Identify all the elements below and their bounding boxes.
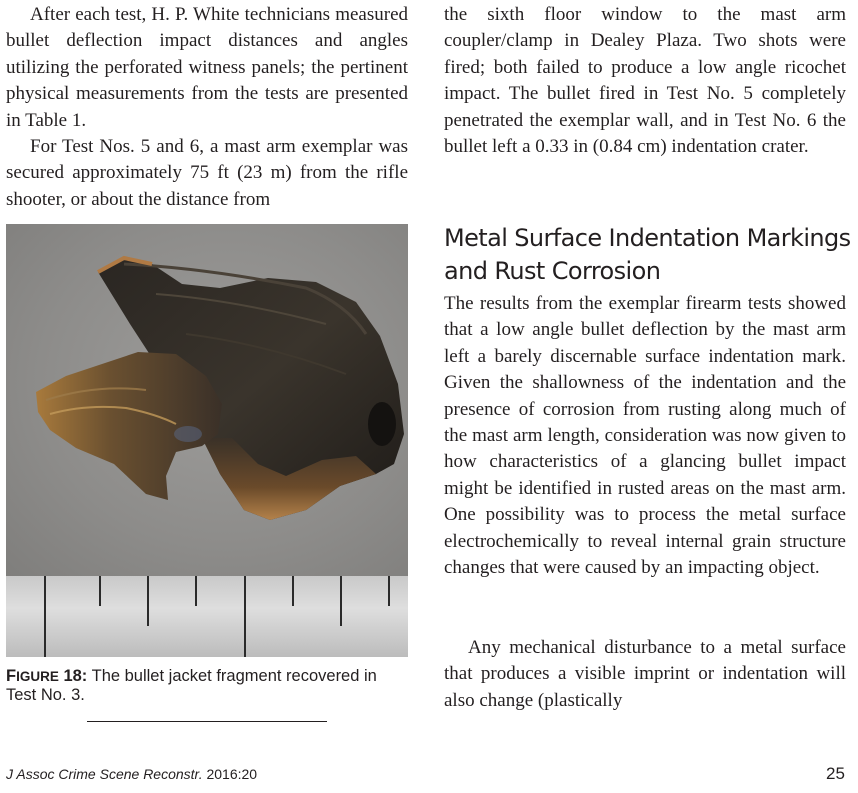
body-paragraph: After each test, H. P. White technicians measured bullet deflection impact distances and angles utilizing the perforated witness panels; the pertinent physical measurements from the tests are presented in Table 1. [6, 4, 408, 131]
footnote-divider [87, 721, 327, 722]
bullet-fragment-image [6, 224, 408, 576]
body-paragraph: The results from the exemplar firearm tests showed that a low angle bullet deflection by the mast arm left a barely discernable surface indentation mark. Given the shallowness of the indentation and the presence of corrosion from rusting along much of the mast arm length, consideration was now given to how characteristics of a glancing bullet impact might be identified in rusted areas on the mast arm. One possibility was to process the metal surface electrochemically to reveal internal grain structure changes that were caused by an impacting object. [444, 293, 846, 579]
journal-name: J Assoc Crime Scene Reconstr. [6, 766, 203, 782]
figure-label-number: 18: [63, 667, 88, 685]
journal-citation [6, 766, 257, 782]
ruler-tick [340, 576, 342, 626]
figure-caption [6, 667, 408, 705]
figure-label-smallcaps: IGURE [16, 669, 59, 684]
figure-18-photo [6, 224, 408, 657]
figure-caption-text: The bullet jacket fragment recovered in Test No. 3. [6, 667, 377, 704]
ruler-tick [99, 576, 101, 606]
journal-year-volume: 2016:20 [206, 766, 258, 782]
figure-label-initial: F [6, 667, 17, 685]
body-paragraph: Any mechanical disturbance to a metal surface that produces a visible imprint or indentation will also change (plastically [444, 637, 846, 711]
ruler-tick [244, 576, 246, 657]
ruler-tick [195, 576, 197, 606]
body-paragraph: the sixth floor window to the mast arm coupler/clamp in Dealey Plaza. Two shots were fired; both failed to produce a low angle ricochet impact. The bullet fired in Test No. 5 completely penetrated the exemplar wall, and in Test No. 6 the bullet left a 0.33 in (0.84 cm) indentation crater. [444, 4, 846, 158]
page-number: 25 [826, 764, 845, 783]
ruler-tick [44, 576, 46, 657]
ruler-tick [292, 576, 294, 606]
section-heading: Metal Surface Indentation Markings and Rust Corrosion [444, 224, 851, 285]
ruler-tick [147, 576, 149, 626]
figure-label [6, 667, 87, 685]
body-paragraph: For Test Nos. 5 and 6, a mast arm exemplar was secured approximately 75 ft (23 m) from the rifle shooter, or about the distance from [6, 136, 408, 210]
ruler-tick [388, 576, 390, 606]
scale-ruler [6, 576, 408, 657]
